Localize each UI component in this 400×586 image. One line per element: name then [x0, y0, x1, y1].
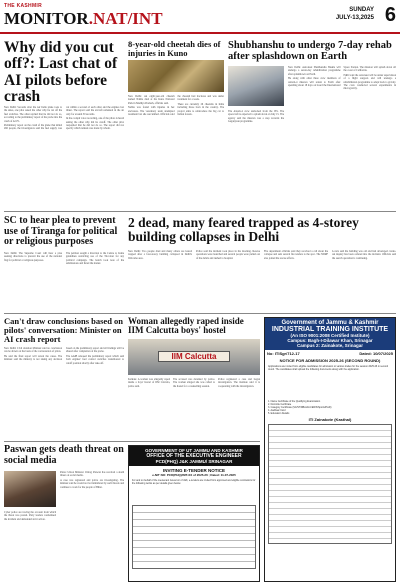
- lead-text: New Delhi: Seconds after the Air India plane took to the skies, one pilot asked the other why he cut off the fuel switches. The other replied that he did not do so, according to the preliminary report of the probe into the crash of AI171.: [4, 106, 62, 123]
- article-body-continued: The Axiom-4 crew undocked from the ISS. The spacecraft is expected to splash down on July 15. The agency said the mission was a step towards the Gaganyaan programme.: [228, 110, 284, 124]
- ad-notice: NOTICE FOR ADMISSION 2025-26 (SECOND ROUND): [279, 358, 381, 363]
- ad-division: PCD(PHQ) J&K JAMMU/ SRINAGAR: [155, 459, 233, 464]
- headline: 8-year-old cheetah dies of injuries in Kuno: [128, 39, 221, 58]
- ad-no: No: ITISgr/712-17: [267, 351, 300, 356]
- iim-photo: [128, 339, 260, 375]
- brand-top: THE KASHMIR: [4, 3, 43, 9]
- ad-doc-item: 4. Aadhaar Card: [268, 409, 286, 413]
- headline: Why did you cut off?: Last chat of AI pilots before crash: [4, 39, 118, 105]
- headline: Can't draw conclusions based on pilots' conversation: Minister on AI crash report: [4, 316, 124, 344]
- paswan-photo: [4, 471, 56, 507]
- brand-main: MONITOR: [4, 9, 89, 28]
- ad-subtitle: e-NIT NO: PCD(PHQ)/NIT-XX of 2025-26 ; Dated: 11-07-2025: [152, 473, 236, 477]
- article-cheetah: [128, 40, 224, 208]
- ad-iti-admission: [264, 317, 396, 582]
- article-shukla: [228, 40, 396, 208]
- masthead: [0, 0, 400, 34]
- article-body: Patna: Union Minister Chirag Paswan has received a death threat on social media. A case was registered and police are investigating. The minister said he would not be intimidated by such threats and continue to work for the people of Bihar.: [60, 471, 124, 489]
- article-ai-crash: [4, 40, 124, 208]
- ad-body: Applications are invited from eligible candidates for admission to various trades for the session 2025-26 in second round. The candidates shall upload the following documents along with the application.: [268, 365, 389, 372]
- ad-doc-list: [265, 400, 395, 415]
- lead-text: Kolkata: A woman was allegedly raped inside a boys' hostel of IIM Calcutta, police said.: [128, 378, 170, 388]
- headline: Woman allegedly raped inside IIM Calcutta boys' hostel: [128, 316, 244, 336]
- divider: [4, 441, 260, 442]
- ad-gov: Government of Jammu & Kashmir: [281, 320, 379, 326]
- astronaut-photo: [228, 66, 284, 106]
- ad-date: Dated: 10/07/2025: [359, 351, 393, 356]
- ad-body: For and on behalf of the Lieutenant Governor of J&K, e-tenders are invited from approved and eligible contractors for the following works as per details given below.: [132, 479, 256, 486]
- ad-doc-item: 1. Name Certificate of the Qualifying Examination: [268, 400, 321, 403]
- article-body: New Delhi: Civil Aviation Minister said no conclusion can be drawn on the basis of the conversation of pilots. He said the final report will reveal the cause. The minister said the ministry is not taking any decision based on the preliminary report and all findings will be shared after completion of the probe. The AAIB released the preliminary report which said both engines' fuel control switches transitioned to cutoff position shortly after take-off.: [4, 347, 124, 365]
- article-body: New Delhi: Two people died and many others are feared trapped after a four-storey building collapsed in Delhi's Welcome area. Police said the incident took place in the morning. Rescue operations were launched and several people were pulled out of the debris and rushed to hospital. Fire department officials said they received a call about the collapse and sent several fire tenders to the spot. The NDRF also joined the rescue efforts. Locals said the building was old and had developed cracks. An inquiry has been ordered into the incident. Officials said the search operation is continuing.: [128, 250, 396, 260]
- ad-doc-item: 5. Education Details: [268, 412, 290, 416]
- lead-text: New Delhi: Civil Aviation Minister said no conclusion can be drawn on the basis of the conversation of pilots.: [4, 347, 62, 354]
- page-number: 6: [384, 4, 396, 26]
- ad-table: [132, 505, 256, 569]
- divider: [4, 211, 396, 212]
- article-body: New Delhi: An eight-year-old cheetah named Nabha died at the Kuno National Park in Madhya Pradesh, officials said. Nabha was found with injuries in her enclosure. The veterinary team attempted treatment but she succumbed. Officials said the cheetah had fractures and was under treatment for a week. There are currently 26 cheetahs in India including those born in the country. The project aims to reintroduce the big cat to Indian forests.: [128, 95, 224, 117]
- article-sc-tiranga: [4, 216, 124, 310]
- headline: SC to hear plea to prevent use of Tiranga for political or religious purposes: [4, 215, 118, 247]
- ad-table: [268, 424, 392, 544]
- lead-text: Patna: Union Minister Chirag Paswan has received a death threat on social media.: [60, 471, 124, 478]
- cheetah-photo: [128, 60, 224, 92]
- lead-text: New Delhi: Astronaut Shubhanshu Shukla will undergo a seven-day rehabilitation programme after splashdown on Earth.: [288, 66, 341, 76]
- lead-text: New Delhi: Two people died and many others are feared trapped after a four-storey building collapsed in Delhi's Welcome area.: [128, 250, 192, 260]
- ad-table-title: ITI Zainakote (Kasthal): [308, 417, 352, 423]
- headline: 2 dead, many feared trapped as 4-storey building collapses in Delhi: [128, 215, 359, 245]
- ad-sub3: Campus 2: Zainakote, Srinagar: [296, 343, 364, 348]
- article-minister: [4, 317, 124, 437]
- article-body: New Delhi: Seconds after the Air India plane took to the skies, one pilot asked the other why he cut off the fuel switches. The other replied that he did not do so, according to the preliminary report of the probe into the crash of AI171. Preliminary report on the crash of the plane that killed 260 people, the investigators said the fuel supply was cut within a second of each other and the engines lost thrust. The report said the aircraft remained in the air only for around 30 seconds. In the cockpit voice recording, one of the pilots is heard asking the other why did he cutoff. The other pilot responded that he did not do so. The report did not specify which remark was made by whom.: [4, 106, 124, 131]
- article-body: New Delhi: Astronaut Shubhanshu Shukla will undergo a seven-day rehabilitation programme after splashdown on Earth. He along with other three crew members of Axiom-4 mission will return to Earth after spending about 18 days on board the International Space Station. The mission will splash down off the coast of California. ISRO said the astronaut will be under supervision of a flight surgeon and will undergo a rehabilitation programme to adapt back to gravity. The crew conducted several experiments in microgravity.: [288, 66, 396, 91]
- article-body-continued: Cyber police are tracing the account from which the threat was posted. Party leaders condemned the incident and demanded strict action.: [4, 511, 56, 521]
- ad-doc-item: 2. Domicile Certificate: [268, 403, 292, 407]
- article-delhi-collapse: [128, 216, 396, 310]
- ad-pwd-tender: [128, 445, 260, 582]
- ad-office: OFFICE OF THE EXECUTIVE ENGINEER: [146, 453, 242, 459]
- date-block: [336, 6, 374, 22]
- iim-banner-text: IIM Calcutta: [171, 352, 217, 361]
- lead-text: New Delhi: An eight-year-old cheetah named Nabha died at the Kuno National Park in Madhya Pradesh, officials said.: [128, 95, 175, 105]
- ad-gov: GOVERNMENT OF UT JAMMU AND KASHMIR: [145, 448, 243, 453]
- ad-sub2: Campus: Bagh-I-Dilawar Khan, Srinagar: [287, 338, 373, 343]
- ad-title: INVITING E-TENDER NOTICE: [162, 468, 225, 473]
- ad-doc-item: 3. Category Certificate (SC/ST/RBA/ALC/EWS/Sports/PwD): [268, 406, 332, 410]
- ad-title: INDUSTRIAL TRAINING INSTITUTE: [271, 326, 389, 333]
- ad-sub1: (An ISO 9001:2008 Certified Institute): [290, 333, 370, 338]
- article-iim: [128, 317, 260, 437]
- date-label: JULY-13,2025: [335, 15, 374, 21]
- lead-text: New Delhi: The Supreme Court will hear a plea seeking directions to prevent the use of the national flag for political or religious purposes.: [4, 252, 62, 262]
- article-body: Kolkata: A woman was allegedly raped inside a boys' hostel of IIM Calcutta, police said. The accused was detained by police. The woman alleged she was called to the hostel for a counselling session. Police registered a case and began investigation. The institute said it is cooperating with the investigation.: [128, 378, 260, 388]
- brand-logo: [4, 9, 163, 29]
- divider: [4, 313, 396, 314]
- day-label: SUNDAY: [349, 7, 374, 13]
- article-body: New Delhi: The Supreme Court will hear a plea seeking directions to prevent the use of the national flag for political or religious purposes. The petition sought a direction to the Centre to frame guidelines restricting use of the Tricolour for any political campaign. The bench took note of the submissions and listed the matter.: [4, 252, 124, 266]
- article-paswan: [4, 445, 124, 582]
- headline: Shubhanshu to undergo 7-day rehab after splashdown on Earth: [228, 40, 392, 63]
- section-name: .NAT/INT: [88, 9, 163, 28]
- headline: Paswan gets death threat on social media: [4, 444, 124, 466]
